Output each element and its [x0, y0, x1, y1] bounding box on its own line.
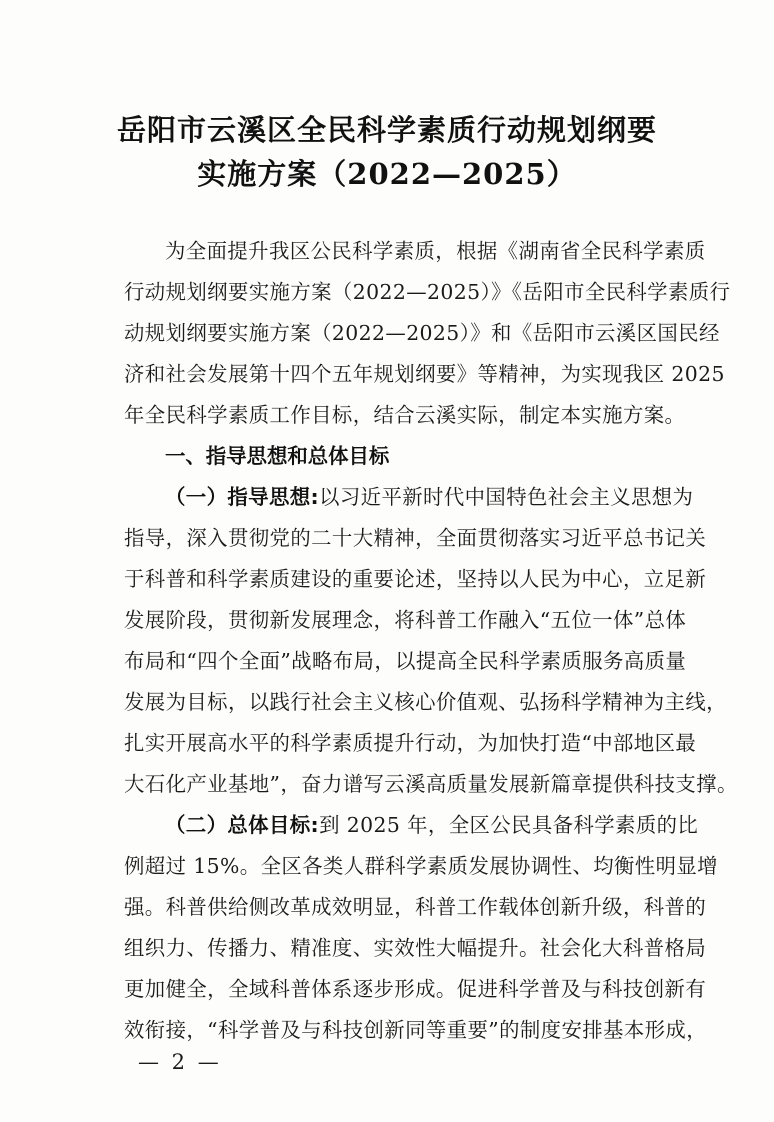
- overall-goals-line: 更加健全，全域科普体系逐步形成。促进科学普及与科技创新有: [124, 977, 707, 1001]
- intro-paragraph-line-2: 行动规划纲要实施方案（2022—2025）》《岳阳市全民科学素质行: [124, 280, 731, 304]
- document-title-line-2: 实施方案（2022—2025）: [197, 157, 577, 191]
- guiding-ideology-line: 发展阶段，贯彻新发展理念，将科普工作融入“五位一体”总体: [124, 608, 687, 632]
- overall-goals-first-text: 到 2025 年，全区公民具备科学素质的比: [319, 813, 699, 837]
- overall-goals-line: 例超过 15%。全区各类人群科学素质发展协调性、均衡性明显增: [124, 854, 718, 878]
- overall-goals-first-line: [165, 809, 765, 838]
- guiding-ideology-line: 指导，深入贯彻党的二十大精神，全面贯彻落实习近平总书记关: [124, 526, 707, 550]
- overall-goals-line: 效衔接，“科学普及与科技创新同等重要”的制度安排基本形成，: [124, 1018, 707, 1042]
- document-title-line-1: 岳阳市云溪区全民科学素质行动规划纲要: [116, 113, 657, 147]
- overall-goals-label: （二）总体目标:: [165, 813, 320, 837]
- guiding-ideology-line: 大石化产业基地”，奋力谱写云溪高质量发展新篇章提供科技支撑。: [124, 772, 738, 796]
- guiding-ideology-line: 于科普和科学素质建设的重要论述，坚持以人民为中心，立足新: [124, 567, 707, 591]
- guiding-ideology-first-line: [165, 481, 765, 510]
- guiding-ideology-line: 布局和“四个全面”战略布局，以提高全民科学素质服务高质量: [124, 649, 687, 673]
- intro-paragraph-line-1: 为全面提升我区公民科学素质，根据《湖南省全民科学素质: [165, 239, 706, 263]
- page-number: — 2 —: [138, 1050, 222, 1074]
- guiding-ideology-line: 扎实开展高水平的科学素质提升行动，为加快打造“中部地区最: [124, 731, 697, 755]
- intro-paragraph-line-3: 动规划纲要实施方案（2022—2025）》和《岳阳市云溪区国民经: [124, 321, 720, 345]
- guiding-ideology-label: （一）指导思想:: [165, 485, 320, 509]
- guiding-ideology-line: 发展为目标，以践行社会主义核心价值观、弘扬科学精神为主线，: [124, 690, 727, 714]
- overall-goals-line: 组织力、传播力、精准度、实效性大幅提升。社会化大科普格局: [124, 936, 707, 960]
- intro-paragraph-line-4: 济和社会发展第十四个五年规划纲要》等精神，为实现我区 2025: [124, 362, 725, 386]
- guiding-ideology-first-text: 以习近平新时代中国特色社会主义思想为: [319, 485, 694, 509]
- intro-paragraph-line-5: 年全民科学素质工作目标，结合云溪实际，制定本实施方案。: [124, 403, 686, 427]
- overall-goals-line: 强。科普供给侧改革成效明显，科普工作载体创新升级，科普的: [124, 895, 707, 919]
- section-heading-guiding-and-goals: 一、指导思想和总体目标: [165, 444, 390, 468]
